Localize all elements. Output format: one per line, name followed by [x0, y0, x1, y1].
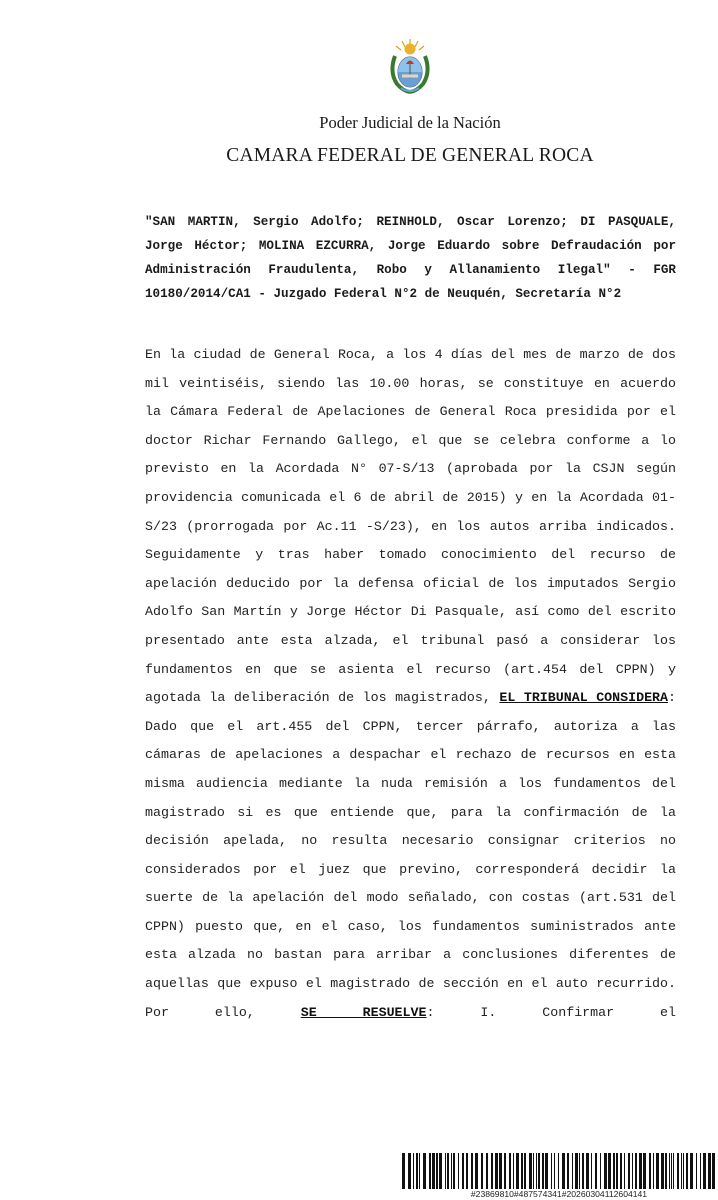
resolution-body [145, 341, 676, 1027]
barcode-image [400, 1153, 718, 1189]
chamber-name: CAMARA FEDERAL DE GENERAL ROCA [226, 145, 594, 166]
court-name: Poder Judicial de la Nación [319, 113, 501, 132]
document-barcode [400, 1153, 718, 1200]
se-resuelve-heading: SE RESUELVE [300, 1004, 427, 1020]
tribunal-considera-heading: EL TRIBUNAL CONSIDERA [499, 690, 669, 706]
barcode-number: #23869810#487574341#20260304112604141 [470, 1189, 648, 1199]
body-text-part-3: : I. Confirmar el [426, 1004, 676, 1020]
body-text-part-1: En la ciudad de General Roca, a los 4 días del mes de marzo de dos mil veintiséis, siendo las 10.00 horas, se constituye en acuerdo la Cámara Federal de Apelaciones de General Roca presidida por el doctor Richar Fernando Gallego, el que se celebra conforme a lo previsto en la Acordada N° 07-S/13 (aprobada por la CSJN según providencia comunicada el 6 de abril de 2015) y en la Acordada 01-S/23 (prorrogada por Ac.11 -S/23), en los autos arriba indicados. Seguidamente y tras haber tomado conocimiento del recurso de apelación deducido por la defensa oficial de los imputados Sergio Adolfo San Martín y Jorge Héctor Di Pasquale, así como del escrito presentado ante esta alzada, el tribunal pasó a considerar los fundamentos en que se asienta el recurso (art.454 del CPPN) y agotada la deliberación de los magistrados, [145, 347, 676, 706]
argentina-coat-of-arms-icon [387, 38, 433, 94]
body-text-part-2: : Dado que el art.455 del CPPN, tercer párrafo, autoriza a las cámaras de apelaciones a despachar el rechazo de recursos en esta misma audiencia mediante la nuda remisión a los fundamentos del magistrado si es que entiende que, para la confirmación de la decisión apelada, no resulta necesario consignar criterios no considerados por el juez que previno, corresponderá decidir la suerte de la apelación del modo señalado, con costas (art.531 del CPPN) puesto que, en el caso, los fundamentos suministrados ante esta alzada no bastan para arribar a conclusiones diferentes de aquellas que expuso el magistrado de sección en el auto recurrido. Por ello, [145, 690, 676, 1020]
case-caption: "SAN MARTIN, Sergio Adolfo; REINHOLD, Oscar Lorenzo; DI PASQUALE, Jorge Héctor; MOLINA EZCURRA, Jorge Eduardo sobre Defraudación por Administración Fraudulenta, Robo y Allanamiento Ilegal" - FGR 10180/2014/CA1 - Juzgado Federal N°2 de Neuquén, Secretaría N°2 [145, 215, 676, 301]
